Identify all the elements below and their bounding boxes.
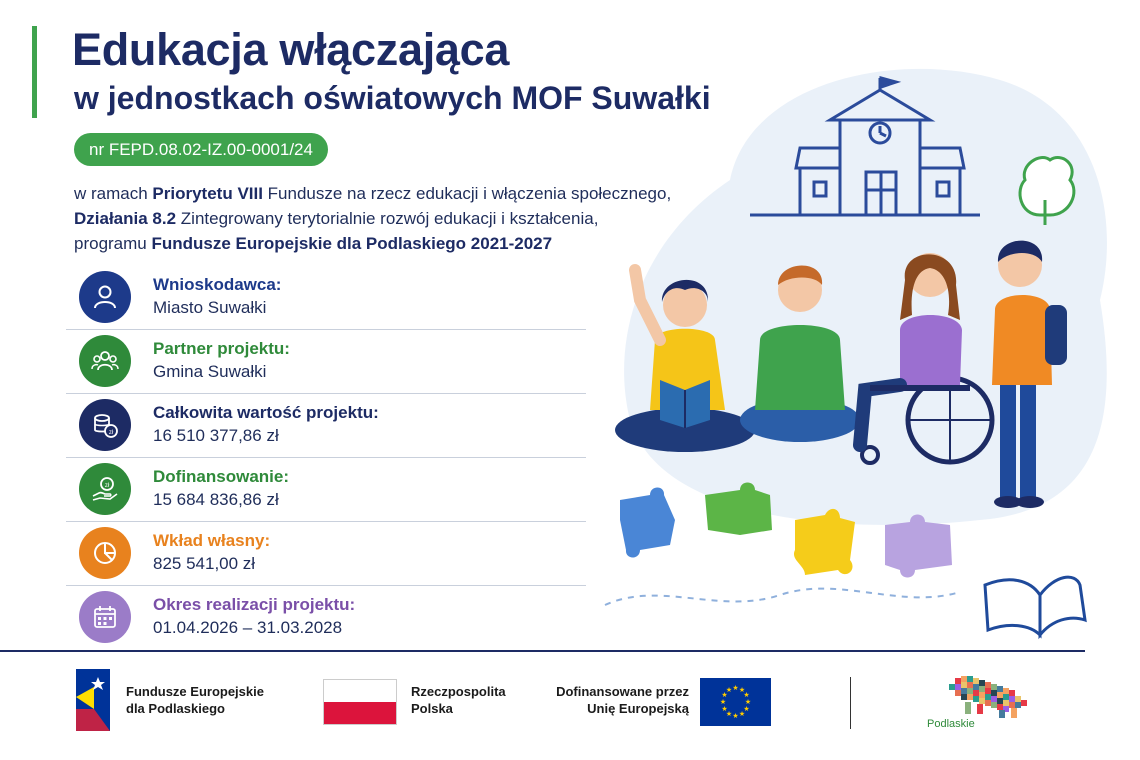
group-icon: [79, 335, 131, 387]
dashed-path: [605, 589, 960, 605]
description-line-2: Działania 8.2 Zintegrowany terytorialnie rozwój edukacji i kształcenia,: [74, 209, 599, 228]
puzzle-piece-blue-icon: [620, 488, 675, 558]
svg-text:★: ★: [732, 684, 739, 692]
info-label: Dofinansowanie:: [153, 467, 290, 486]
description-line-1: w ramach Priorytetu VIII Fundusze na rzecz edukacji i włączenia społecznego,: [74, 184, 672, 203]
svg-text:★: ★: [743, 691, 750, 699]
svg-text:★: ★: [732, 712, 739, 720]
info-row-own-contribution: [66, 522, 586, 586]
svg-text:★: ★: [738, 710, 746, 718]
info-value: 16 510 377,86 zł: [153, 426, 279, 445]
open-book-icon: [985, 577, 1085, 635]
svg-text:★: ★: [725, 710, 733, 718]
rzeczpospolita-text: Rzeczpospolita Polska: [411, 684, 506, 716]
info-value: 01.04.2026 – 31.03.2028: [153, 618, 343, 637]
svg-text:★: ★: [725, 686, 733, 694]
info-label: Partner projektu:: [153, 339, 290, 358]
person-icon: [79, 271, 131, 323]
info-value: 825 541,00 zł: [153, 554, 256, 573]
info-row-funding: [66, 458, 586, 522]
svg-text:zł: zł: [104, 483, 110, 489]
description-line-3: programu Fundusze Europejskie dla Podlaskiego 2021-2027: [74, 234, 553, 253]
puzzle-piece-purple-icon: [885, 515, 952, 578]
poland-flag-icon: [323, 679, 397, 725]
info-label: Wkład własny:: [153, 531, 271, 550]
info-value: Miasto Suwałki: [153, 298, 267, 317]
page-subtitle: w jednostkach oświatowych MOF Suwałki: [74, 80, 711, 116]
program-description: [74, 181, 671, 256]
footer-logos: [0, 652, 1140, 760]
podlaskie-text: Podlaskie: [927, 718, 975, 730]
title-accent-bar: [32, 26, 37, 118]
calendar-icon: [79, 591, 131, 643]
pie-chart-icon: [79, 527, 131, 579]
project-number-badge: nr FEPD.08.02-IZ.00-0001/24: [74, 133, 328, 166]
info-value: 15 684 836,86 zł: [153, 490, 279, 509]
coins-icon: [79, 399, 131, 451]
info-label: Okres realizacji projektu:: [153, 595, 356, 614]
hand-coin-icon: [79, 463, 131, 515]
info-row-total-value: [66, 394, 586, 458]
svg-text:★: ★: [744, 698, 752, 706]
school-children-illustration: [600, 40, 1120, 640]
info-value: Gmina Suwałki: [153, 362, 267, 381]
svg-text:★: ★: [738, 686, 746, 694]
eu-cofunded-text: Dofinansowane przez Unię Europejską: [556, 684, 689, 716]
svg-text:★: ★: [721, 691, 728, 699]
svg-text:★: ★: [719, 698, 727, 706]
fundusze-europejskie-text: Fundusze Europejskie dla Podlaskiego: [126, 684, 264, 716]
info-label: Całkowita wartość projektu:: [153, 403, 379, 422]
info-row-partner: [66, 330, 586, 394]
svg-text:zł: zł: [108, 430, 114, 436]
svg-text:★: ★: [721, 705, 728, 713]
project-info-list: [66, 266, 586, 650]
info-row-period: [66, 586, 586, 650]
eu-flag-icon: [700, 678, 771, 726]
svg-text:★: ★: [743, 705, 750, 713]
footer-separator: [850, 677, 851, 729]
info-label: Wnioskodawca:: [153, 275, 282, 294]
page-title: Edukacja włączająca: [72, 24, 510, 75]
info-row-applicant: [66, 266, 586, 330]
fundusze-europejskie-logo: [76, 669, 110, 731]
